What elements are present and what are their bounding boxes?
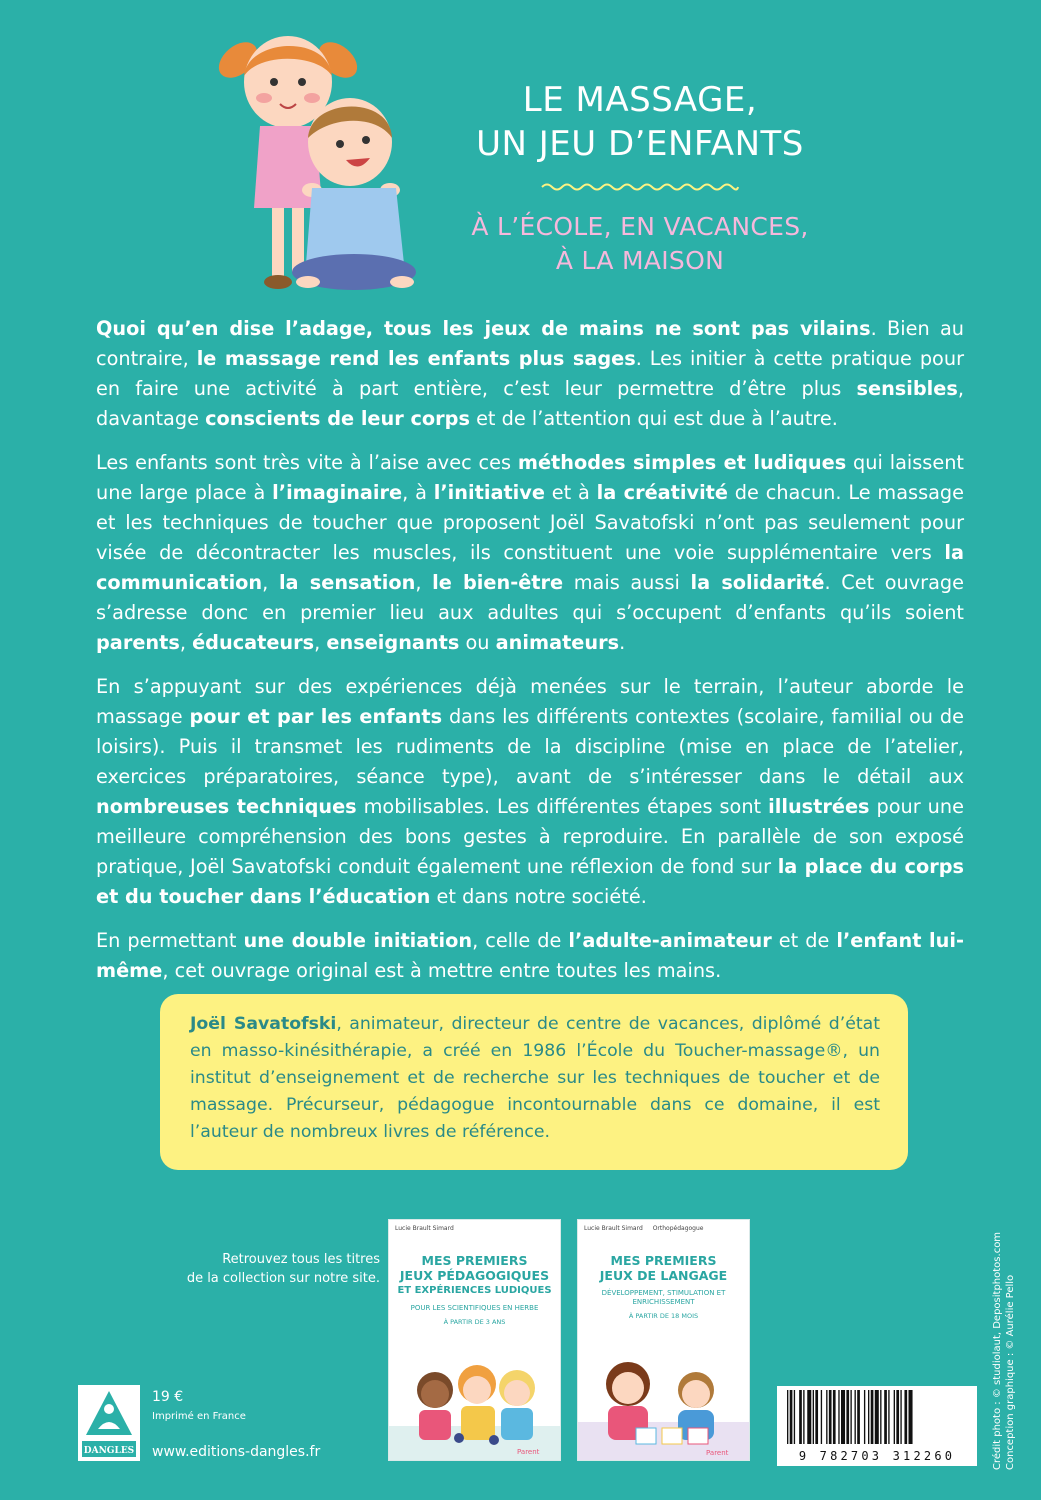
website-link[interactable]: www.editions-dangles.fr	[152, 1444, 321, 1460]
book-1-age: À PARTIR DE 3 ANS	[443, 1318, 506, 1326]
body-text	[96, 314, 964, 1000]
collection-note-line-1: Retrouvez tous les titres	[222, 1252, 380, 1267]
book-2-cover-art	[578, 1330, 750, 1460]
book-1-subtitle: POUR LES SCIENTIFIQUES EN HERBE	[410, 1304, 539, 1312]
paragraph-1: Quoi qu’en dise l’adage, tous les jeux de mains ne sont pas vilains. Bien au contraire, le massage rend les enfants plus sages. Les initier à cette pratique pour en faire une activité à part entière, c’est leur permettre d’être plus sensibles, davantage conscients de leur corps et de l’attention qui est due à l’autre.	[96, 317, 965, 430]
book-1-title-small: ET EXPÉRIENCES LUDIQUES	[397, 1285, 552, 1296]
book-1-author: Lucie Brault Simard	[395, 1225, 454, 1232]
book-2-title-line-1: MES PREMIERS	[610, 1253, 717, 1268]
subtitle-line-2: À LA MAISON	[555, 246, 725, 275]
book-1-title-line-1: MES PREMIERS	[421, 1253, 528, 1268]
logo-text: DANGLES	[83, 1446, 135, 1456]
paragraph-3: En s’appuyant sur des expériences déjà menées sur le terrain, l’auteur aborde le massage pour et par les enfants dans les différents contextes (scolaire, familial ou de loisirs). Puis il transmet les rudiments de la discipline (mise en place de l’atelier, exercices préparatoires, séance type), avant de s’intéresser dans le détail aux nombreuses techniques mobilisables. Les différentes étapes sont illustrées pour une meilleure compréhension des bons gestes à reproduire. En parallèle de son exposé pratique, Joël Savatofski conduit également une réflexion de fond sur la place du corps et du toucher dans l’éducation et dans notre société.	[96, 675, 964, 908]
book-1-cover-art	[389, 1330, 561, 1460]
book-2-author-name: Lucie Brault Simard	[584, 1225, 643, 1232]
paragraph-2: Les enfants sont très vite à l’aise avec ces méthodes simples et ludiques qui laissent une large place à l’imaginaire, à l’initiative et à la créativité de chacun. Le massage et les techniques de toucher que proposent Joël Savatofski n’ont pas seulement pour visée de décontracter les muscles, ils constituent une voie supplémentaire vers la communication, la sensation, le bien-être mais aussi la solidarité. Cet ouvrage s’adresse donc en premier lieu aux adultes qui s’occupent d’enfants qu’ils soient parents, éducateurs, enseignants ou animateurs.	[96, 451, 965, 654]
subtitle-line-1: À L’ÉCOLE, EN VACANCES,	[471, 212, 809, 241]
credit-line-1: Crédit photo : © studiolaut, Depositphotos.com	[992, 1231, 1003, 1470]
printed-in: Imprimé en France	[152, 1411, 246, 1422]
children-illustration	[200, 20, 430, 305]
book-2-role: Orthopédagogue	[652, 1225, 704, 1232]
photo-credits	[991, 1200, 1017, 1470]
book-2-subtitle: DÉVELOPPEMENT, STIMULATION ET ENRICHISSEMENT	[601, 1289, 726, 1306]
author-bio-text: Joël Savatofski, animateur, directeur de centre de vacances, diplômé d’état en masso-kinésithérapie, a créé en 1986 l’École du Toucher-massage®, un institut d’enseignement et de recherche sur les techniques de toucher et de massage. Précurseur, pédagogue incontournable dans ce domaine, il est l’auteur de nombreux livres de référence.	[190, 1014, 880, 1142]
book-1-title-line-2: JEUX PÉDAGOGIQUES	[399, 1268, 550, 1283]
collection-note	[150, 1250, 380, 1288]
title-line-2: UN JEU D’ENFANTS	[476, 124, 804, 164]
squiggle-divider	[540, 182, 740, 192]
barcode	[777, 1386, 977, 1466]
dangles-logo	[78, 1385, 140, 1461]
svg-text:Parent: Parent	[706, 1449, 729, 1457]
book-2-title-line-2: JEUX DE LANGAGE	[599, 1268, 728, 1283]
credit-line-2: Conception graphique : © Aurélie Pello	[1005, 1274, 1016, 1470]
title-line-1: LE MASSAGE,	[522, 80, 758, 120]
book-thumbnail-jeux-pedagogiques[interactable]	[388, 1219, 561, 1461]
paragraph-4: En permettant une double initiation, celle de l’adulte-animateur et de l’enfant lui-même, cet ouvrage original est à mettre entre toutes les mains.	[96, 929, 964, 982]
barcode-bars	[785, 1390, 969, 1444]
book-2-author	[578, 1220, 749, 1237]
isbn-digits: 9 782703 312260	[798, 1449, 956, 1463]
book-thumbnail-jeux-de-langage[interactable]	[577, 1219, 750, 1461]
author-bio-box	[160, 994, 908, 1170]
title-block	[440, 78, 840, 278]
collection-note-line-2: de la collection sur notre site.	[186, 1271, 380, 1286]
svg-text:Parent: Parent	[517, 1448, 540, 1456]
price: 19 €	[152, 1389, 184, 1405]
book-2-age: À PARTIR DE 18 MOIS	[628, 1312, 699, 1320]
